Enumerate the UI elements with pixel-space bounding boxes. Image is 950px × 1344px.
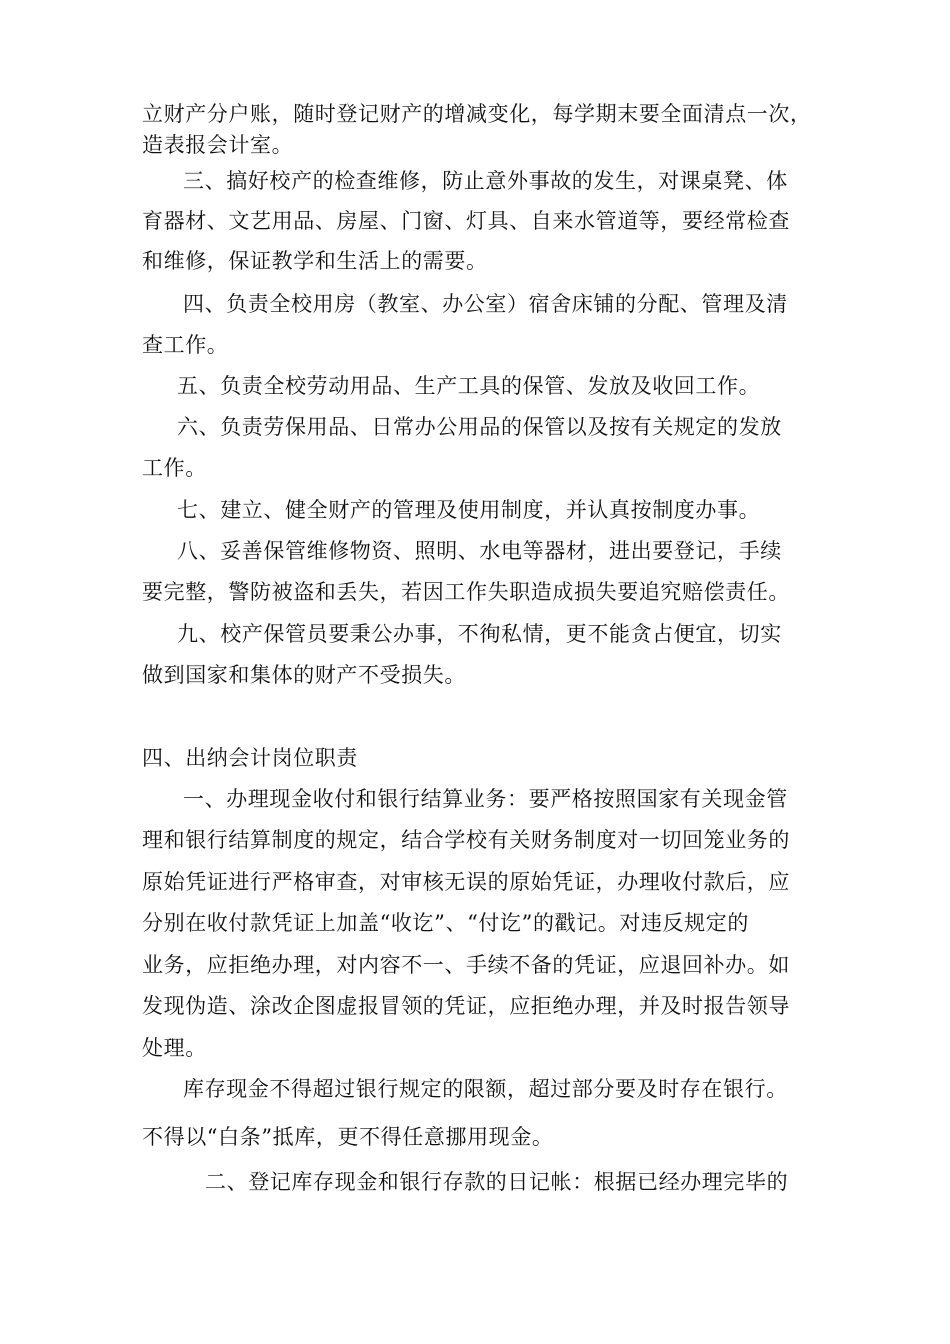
- text-line: 育器材、文艺用品、房屋、门窗、灯具、自来水管道等，要经常检查: [142, 209, 790, 233]
- text-line: 六、负责劳保用品、日常办公用品的保管以及按有关规定的发放: [177, 415, 782, 439]
- section-heading: 四、出纳会计岗位职责: [142, 746, 358, 770]
- text-line: 发现伪造、涂改企图虚报冒领的凭证，应拒绝办理，并及时报告领导: [142, 994, 790, 1018]
- text-line: 五、负责全校劳动用品、生产工具的保管、发放及收回工作。: [177, 374, 761, 398]
- text-line: 业务，应拒绝办理，对内容不一、手续不备的凭证，应退回补办。如: [142, 953, 790, 977]
- text-line: 原始凭证进行严格审查，对审核无误的原始凭证，办理收付款后，应: [142, 870, 790, 894]
- text-line: 九、校产保管员要秉公办事，不徇私情，更不能贪占便宜，切实: [177, 622, 782, 646]
- text-line: 二、登记库存现金和银行存款的日记帐：根据已经办理完毕的: [205, 1170, 789, 1194]
- text-line: 处理。: [142, 1036, 207, 1060]
- text-line: 三、搞好校产的检查维修，防止意外事故的发生，对课桌凳、体: [183, 169, 788, 193]
- text-line: 分别在收付款凭证上加盖“收讫”、“付讫”的戳记。对违反规定的: [142, 911, 749, 935]
- text-line: 七、建立、健全财产的管理及使用制度，并认真按制度办事。: [177, 498, 761, 522]
- text-line: 理和银行结算制度的规定，结合学校有关财务制度对一切回笼业务的: [142, 828, 790, 852]
- text-line: 造表报会计室。: [142, 133, 294, 157]
- text-line: 做到国家和集体的财产不受损失。: [142, 663, 466, 687]
- text-line: 立财产分户账，随时登记财产的增减变化，每学期末要全面清点一次，: [142, 102, 812, 126]
- text-line: 要完整，警防被盗和丢失，若因工作失职造成损失要追究赔偿责任。: [142, 580, 790, 604]
- text-line: 不得以“白条”抵库，更不得任意挪用现金。: [142, 1125, 554, 1149]
- text-line: 查工作。: [142, 333, 229, 357]
- text-line: 工作。: [142, 456, 207, 480]
- text-line: 八、妥善保管维修物资、照明、水电等器材，进出要登记，手续: [177, 539, 782, 563]
- text-line: 四、负责全校用房（教室、办公室）宿舍床铺的分配、管理及清: [183, 292, 788, 316]
- text-line: 库存现金不得超过银行规定的限额，超过部分要及时存在银行。: [183, 1077, 788, 1101]
- text-line: 一、办理现金收付和银行结算业务：要严格按照国家有关现金管: [183, 787, 788, 811]
- text-line: 和维修，保证教学和生活上的需要。: [142, 249, 488, 273]
